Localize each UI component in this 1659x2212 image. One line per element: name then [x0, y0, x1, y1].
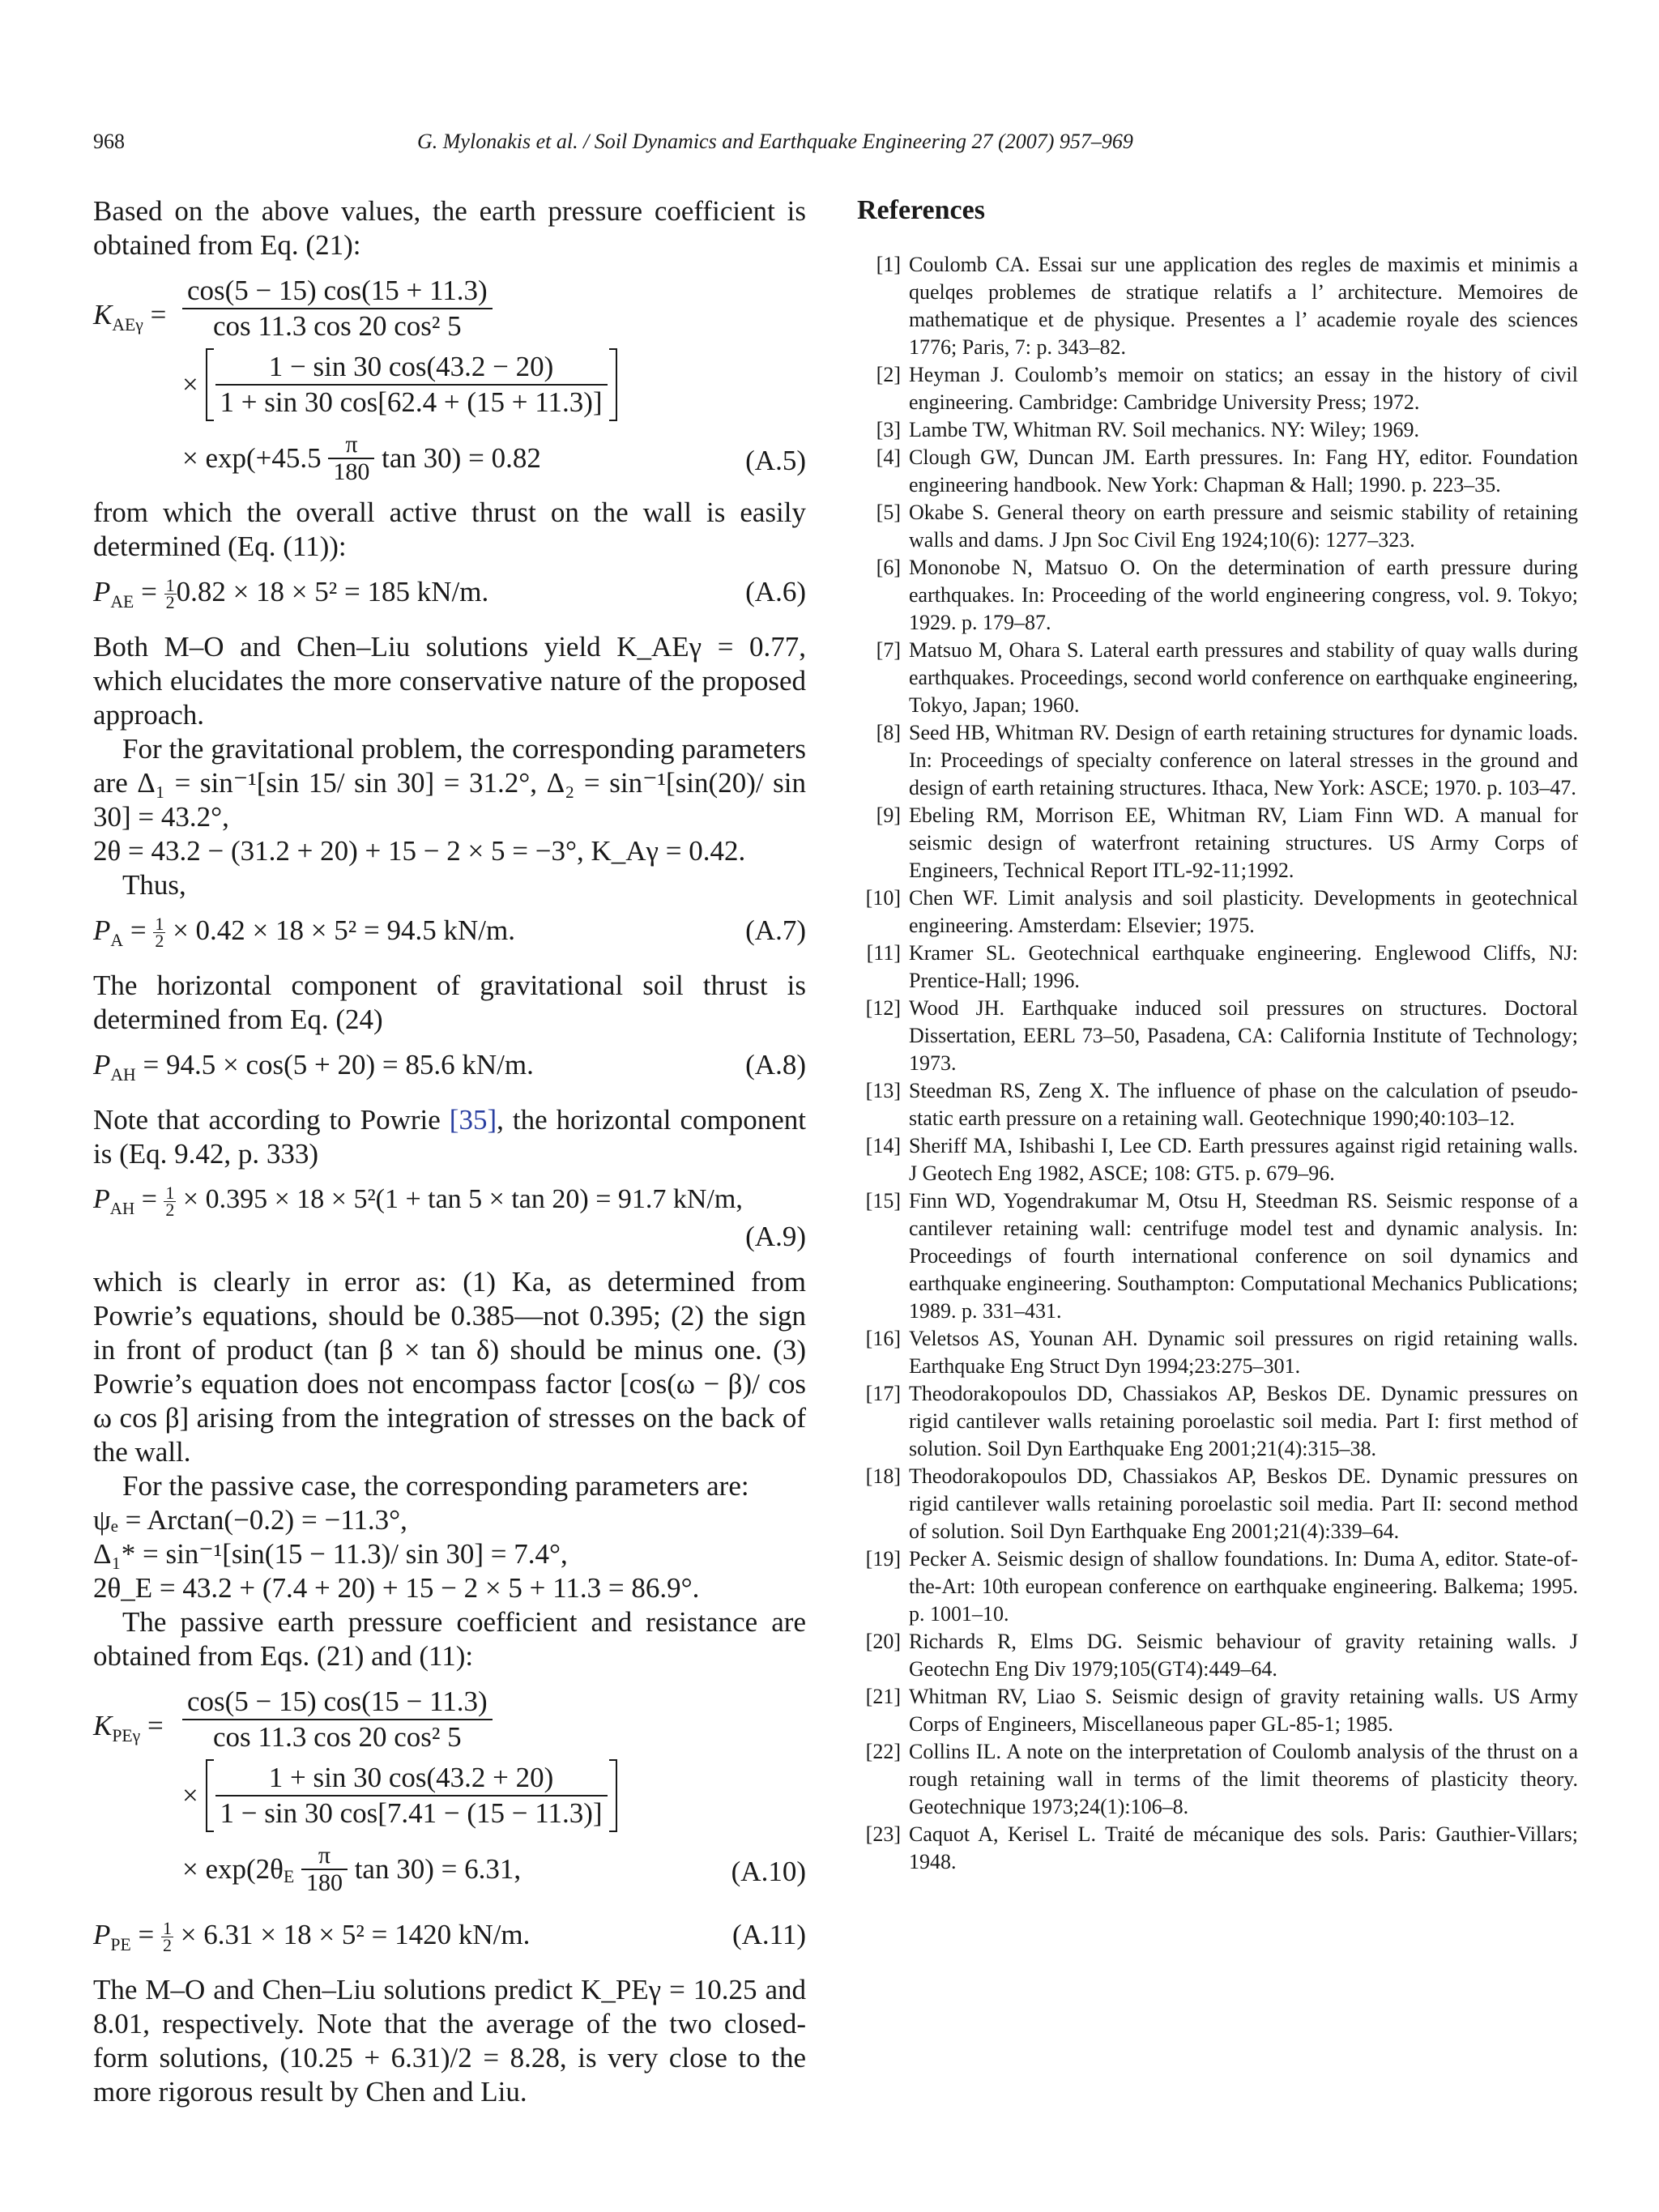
paragraph: For the gravitational problem, the corresponding parameters are Δ₁ = sin⁻¹[sin 15/ sin 30] = 31.2°, Δ₂ = sin⁻¹[sin(20)/ sin 30] = 43.2°, — [93, 733, 806, 833]
equation-number: (A.9) — [745, 1221, 806, 1252]
reference-number: [23] — [865, 1822, 901, 1846]
reference-item — [857, 1463, 1578, 1545]
reference-text: Pecker A. Seismic design of shallow foundations. In: Duma A, editor. State-of-the-Art: 10th european conference on earthquake engineering. Balkema; 1995. p. 1001–10. — [909, 1547, 1578, 1626]
reference-item — [857, 1325, 1578, 1380]
reference-item — [857, 719, 1578, 802]
reference-number: [10] — [865, 886, 901, 910]
reference-item — [857, 1683, 1578, 1738]
paragraph: For the passive case, the corresponding parameters are: — [122, 1470, 749, 1502]
equation-a6: $P_{AE}$ = $\frac{1}{2}$ 0.82 × 18 × 5² = 185 kN/m. (A.6) — [93, 575, 806, 613]
reference-item — [857, 1628, 1578, 1683]
reference-text: Wood JH. Earthquake induced soil pressures on structures. Doctoral Dissertation, EERL 73–50, Pasadena, CA: California Institute of Technology; 1973. — [909, 996, 1578, 1075]
reference-text: Coulomb CA. Essai sur une application des regles de maximis et minimis a quelqes problemes de stratique relatifs a l’ architecture. Memoires de mathematique et de physique. Presentes a l’ academie royale des sciences 1776; Paris, 7: p. 343–82. — [909, 253, 1578, 359]
reference-text: Seed HB, Whitman RV. Design of earth retaining structures for dynamic loads. In: Proceedings of specialty conference on lateral stresses in the ground and design of earth retaining structures. Ithaca, New York: ASCE; 1970. p. 103–47. — [909, 721, 1578, 799]
reference-item — [857, 499, 1578, 554]
references-column — [857, 194, 1578, 1876]
reference-text: Okabe S. General theory on earth pressure and seismic stability of retaining walls and dams. J Jpn Soc Civil Eng 1924;10(6): 1277–323. — [909, 501, 1578, 552]
reference-text: Matsuo M, Ohara S. Lateral earth pressures and stability of quay walls during earthquakes. Proceedings, second world conference on earthquake engineering, Tokyo, Japan; 1960. — [909, 638, 1578, 717]
equation-a5: $K_{AE\gamma}$ = $\frac{\cos(5 - 15) \cos(15 + 11.3)}{\text{cos 11.3 cos 20 cos² 5}}$ × $\frac{1 - \sin 30 \cos(43.2 - 20)}{1 + \sin 30 \cos[62.4 + (15 + 11.3)]}$ × exp(+45.5 $\frac{\pi}{180}$ tan 30) = 0.82 (A.5) — [93, 275, 806, 485]
reference-number: [20] — [865, 1630, 901, 1653]
paragraph: Thus, — [122, 869, 186, 901]
reference-number: [22] — [865, 1740, 901, 1763]
reference-item — [857, 416, 1578, 444]
reference-text: Veletsos AS, Younan AH. Dynamic soil pressures on rigid retaining walls. Earthquake Eng Struct Dyn 1994;23:275–301. — [909, 1327, 1578, 1378]
reference-item — [857, 361, 1578, 416]
reference-number: [4] — [876, 445, 901, 469]
paragraph: 2θ_E = 43.2 + (7.4 + 20) + 15 − 2 × 5 + 11.3 = 86.9°. — [93, 1572, 700, 1604]
left-column — [93, 194, 806, 2109]
equation-number: (A.6) — [745, 576, 806, 607]
bracket: $\frac{1 + \sin 30 \cos(43.2 + 20)}{1 - \sin 30 \cos[7.41 - (15 - 11.3)]}$ — [206, 1759, 617, 1832]
equation-number: (A.10) — [731, 1856, 806, 1887]
reference-item — [857, 995, 1578, 1077]
reference-item — [857, 1132, 1578, 1187]
paragraph: Both M–O and Chen–Liu solutions yield K_AEγ = 0.77, which elucidates the more conservative nature of the proposed approach. — [93, 631, 806, 731]
paragraph: Based on the above values, the earth pressure coefficient is obtained from Eq. (21): — [93, 195, 806, 261]
reference-text: Clough GW, Duncan JM. Earth pressures. In: Fang HY, editor. Foundation engineering handbook. New York: Chapman & Hall; 1990. p. 223–35. — [909, 445, 1578, 497]
equation-a9: $P_{AH}$ = $\frac{1}{2}$ × 0.395 × 18 × 5²(1 + tan 5 × tan 20) = 91.7 kN/m, (A.9) — [93, 1182, 806, 1252]
reference-number: [7] — [876, 638, 901, 662]
reference-item — [857, 1738, 1578, 1821]
paragraph: ψₑ = Arctan(−0.2) = −11.3°, — [93, 1504, 407, 1536]
reference-text: Finn WD, Yogendrakumar M, Otsu H, Steedman RS. Seismic response of a cantilever retaining wall: centrifuge model test and dynamic analysis. In: Proceedings of fourth international conference on soil dynamics and earthquake engineering. Southampton: Computational Mechanics Publications; 1989. p. 331–431. — [909, 1189, 1578, 1323]
reference-number: [1] — [876, 253, 901, 276]
reference-item — [857, 1545, 1578, 1628]
citation-link[interactable]: [35] — [449, 1104, 497, 1136]
reference-text: Theodorakopoulos DD, Chassiakos AP, Beskos DE. Dynamic pressures on rigid cantilever walls retaining poroelastic soil media. Part I: first method of solution. Soil Dyn Earthquake Eng 2001;21(4):315–38. — [909, 1382, 1578, 1460]
reference-number: [21] — [865, 1685, 901, 1708]
reference-item — [857, 1187, 1578, 1325]
reference-item — [857, 884, 1578, 940]
reference-number: [5] — [876, 501, 901, 524]
reference-number: [8] — [876, 721, 901, 744]
reference-list — [857, 251, 1578, 1876]
page-number: 968 — [93, 130, 125, 153]
reference-number: [16] — [865, 1327, 901, 1350]
equation-number: (A.7) — [745, 914, 806, 946]
reference-number: [15] — [865, 1189, 901, 1213]
equation-a7: $P_A$ = $\frac{1}{2}$ × 0.42 × 18 × 5² = 94.5 kN/m. (A.7) — [93, 914, 806, 952]
reference-number: [18] — [865, 1464, 901, 1488]
paragraph: Δ₁* = sin⁻¹[sin(15 − 11.3)/ sin 30] = 7.4°, — [93, 1538, 568, 1570]
equation-number: (A.5) — [745, 445, 806, 476]
reference-item — [857, 802, 1578, 884]
reference-number: [12] — [865, 996, 901, 1020]
running-title: G. Mylonakis et al. / Soil Dynamics and Earthquake Engineering 27 (2007) 957–969 — [417, 130, 1133, 153]
reference-number: [19] — [865, 1547, 901, 1571]
equation-a8: $P_{AH} = 94.5 \times \cos(5 + 20) = 85.6$ kN/m. (A.8) — [93, 1049, 806, 1085]
equation-number: (A.11) — [731, 1919, 806, 1950]
reference-text: Mononobe N, Matsuo O. On the determination of earth pressure during earthquakes. In: Proceeding of the world engineering congress, vol. 9. Tokyo; 1929. p. 179–87. — [909, 556, 1578, 634]
reference-item — [857, 637, 1578, 719]
paragraph: The M–O and Chen–Liu solutions predict K_PEγ = 10.25 and 8.01, respectively. Note that the average of the two closed-form solutions, (10.25 + 6.31)/2 = 8.28, is very close to the more rigorous result by Chen and Liu. — [93, 1974, 806, 2108]
reference-text: Richards R, Elms DG. Seismic behaviour of gravity retaining walls. J Geotechn Eng Div 1979;105(GT4):449–64. — [909, 1630, 1578, 1681]
paragraph: 2θ = 43.2 − (31.2 + 20) + 15 − 2 × 5 = −3°, K_Aγ = 0.42. — [93, 835, 746, 867]
reference-text: Heyman J. Coulomb’s memoir on statics; an essay in the history of civil engineering. Cambridge: Cambridge University Press; 1972. — [909, 363, 1578, 414]
equation-a11: $P_{PE}$ = $\frac{1}{2}$ × 6.31 × 18 × 5² = 1420 kN/m. (A.11) — [93, 1918, 806, 1956]
paragraph: The horizontal component of gravitational soil thrust is determined from Eq. (24) — [93, 970, 806, 1035]
paragraph: Note that according to Powrie [35], the horizontal component is (Eq. 9.42, p. 333) — [93, 1104, 806, 1170]
reference-number: [14] — [865, 1134, 901, 1157]
reference-number: [11] — [866, 941, 901, 965]
reference-number: [17] — [865, 1382, 901, 1405]
reference-text: Kramer SL. Geotechnical earthquake engineering. Englewood Cliffs, NJ: Prentice-Hall; 1996. — [909, 941, 1578, 992]
reference-text: Sheriff MA, Ishibashi I, Lee CD. Earth pressures against rigid retaining walls. J Geotech Eng 1982, ASCE; 108: GT5. p. 679–96. — [909, 1134, 1578, 1185]
reference-text: Collins IL. A note on the interpretation of Coulomb analysis of the thrust on a rough retaining wall in terms of the limit theorems of plasticity theory. Geotechnique 1973;24(1):106–8. — [909, 1740, 1578, 1818]
reference-item — [857, 940, 1578, 995]
reference-number: [2] — [876, 363, 901, 386]
reference-text: Chen WF. Limit analysis and soil plasticity. Developments in geotechnical engineering. Amsterdam: Elsevier; 1975. — [909, 886, 1578, 937]
reference-item — [857, 1821, 1578, 1876]
equation-number: (A.8) — [745, 1049, 806, 1080]
reference-text: Lambe TW, Whitman RV. Soil mechanics. NY: Wiley; 1969. — [909, 418, 1419, 441]
reference-text: Whitman RV, Liao S. Seismic design of gravity retaining walls. US Army Corps of Engineers, Miscellaneous paper GL-85-1; 1985. — [909, 1685, 1578, 1736]
paragraph: from which the overall active thrust on the wall is easily determined (Eq. (11)): — [93, 497, 806, 562]
reference-item — [857, 1077, 1578, 1132]
fraction: $\frac{\cos(5 - 15) \cos(15 - 11.3)}{\text{cos 11.3 cos 20 cos² 5}}$ — [182, 1685, 493, 1754]
fraction: $\frac{\cos(5 - 15) \cos(15 + 11.3)}{\text{cos 11.3 cos 20 cos² 5}}$ — [182, 274, 493, 343]
paragraph: The passive earth pressure coefficient and resistance are obtained from Eqs. (21) and (11): — [93, 1606, 806, 1672]
equation-a10: $K_{PE\gamma}$ = $\frac{\cos(5 - 15) \cos(15 - 11.3)}{\text{cos 11.3 cos 20 cos² 5}}$ × $\frac{1 + \sin 30 \cos(43.2 + 20)}{1 - \sin 30 \cos[7.41 - (15 - 11.3)]}$ × $\exp(2\theta_E$ $\frac{\pi}{180}$ tan 30) = 6.31, (A.10) — [93, 1686, 806, 1896]
reference-number: [13] — [865, 1079, 901, 1102]
reference-item — [857, 554, 1578, 637]
references-heading: References — [857, 195, 985, 225]
reference-item — [857, 444, 1578, 499]
reference-text: Theodorakopoulos DD, Chassiakos AP, Beskos DE. Dynamic pressures on rigid cantilever walls retaining poroelastic soil media. Part II: second method of solution. Soil Dyn Earthquake Eng 2001;21(4):339–64. — [909, 1464, 1578, 1543]
reference-text: Ebeling RM, Morrison EE, Whitman RV, Liam Finn WD. A manual for seismic design of waterfront retaining structures. US Army Corps of Engineers, Technical Report ITL-92-11;1992. — [909, 803, 1578, 882]
reference-item — [857, 251, 1578, 361]
reference-text: Steedman RS, Zeng X. The influence of phase on the calculation of pseudo-static earth pressure on a retaining wall. Geotechnique 1990;40:103–12. — [909, 1079, 1578, 1130]
reference-number: [9] — [876, 803, 901, 827]
reference-item — [857, 1380, 1578, 1463]
reference-number: [6] — [876, 556, 901, 579]
paragraph: which is clearly in error as: (1) Ka, as determined from Powrie’s equations, should be 0.385—not 0.395; (2) the sign in front of product (tan β × tan δ) should be minus one. (3) Powrie’s equation does not encompass factor [cos(ω − β)/ cos ω cos β] arising from the integration of stresses on the back of the wall. — [93, 1266, 806, 1468]
bracket: $\frac{1 - \sin 30 \cos(43.2 - 20)}{1 + \sin 30 \cos[62.4 + (15 + 11.3)]}$ — [206, 348, 617, 421]
reference-number: [3] — [876, 418, 901, 441]
reference-text: Caquot A, Kerisel L. Traité de mécanique des sols. Paris: Gauthier-Villars; 1948. — [909, 1822, 1578, 1873]
running-header — [93, 130, 1567, 162]
